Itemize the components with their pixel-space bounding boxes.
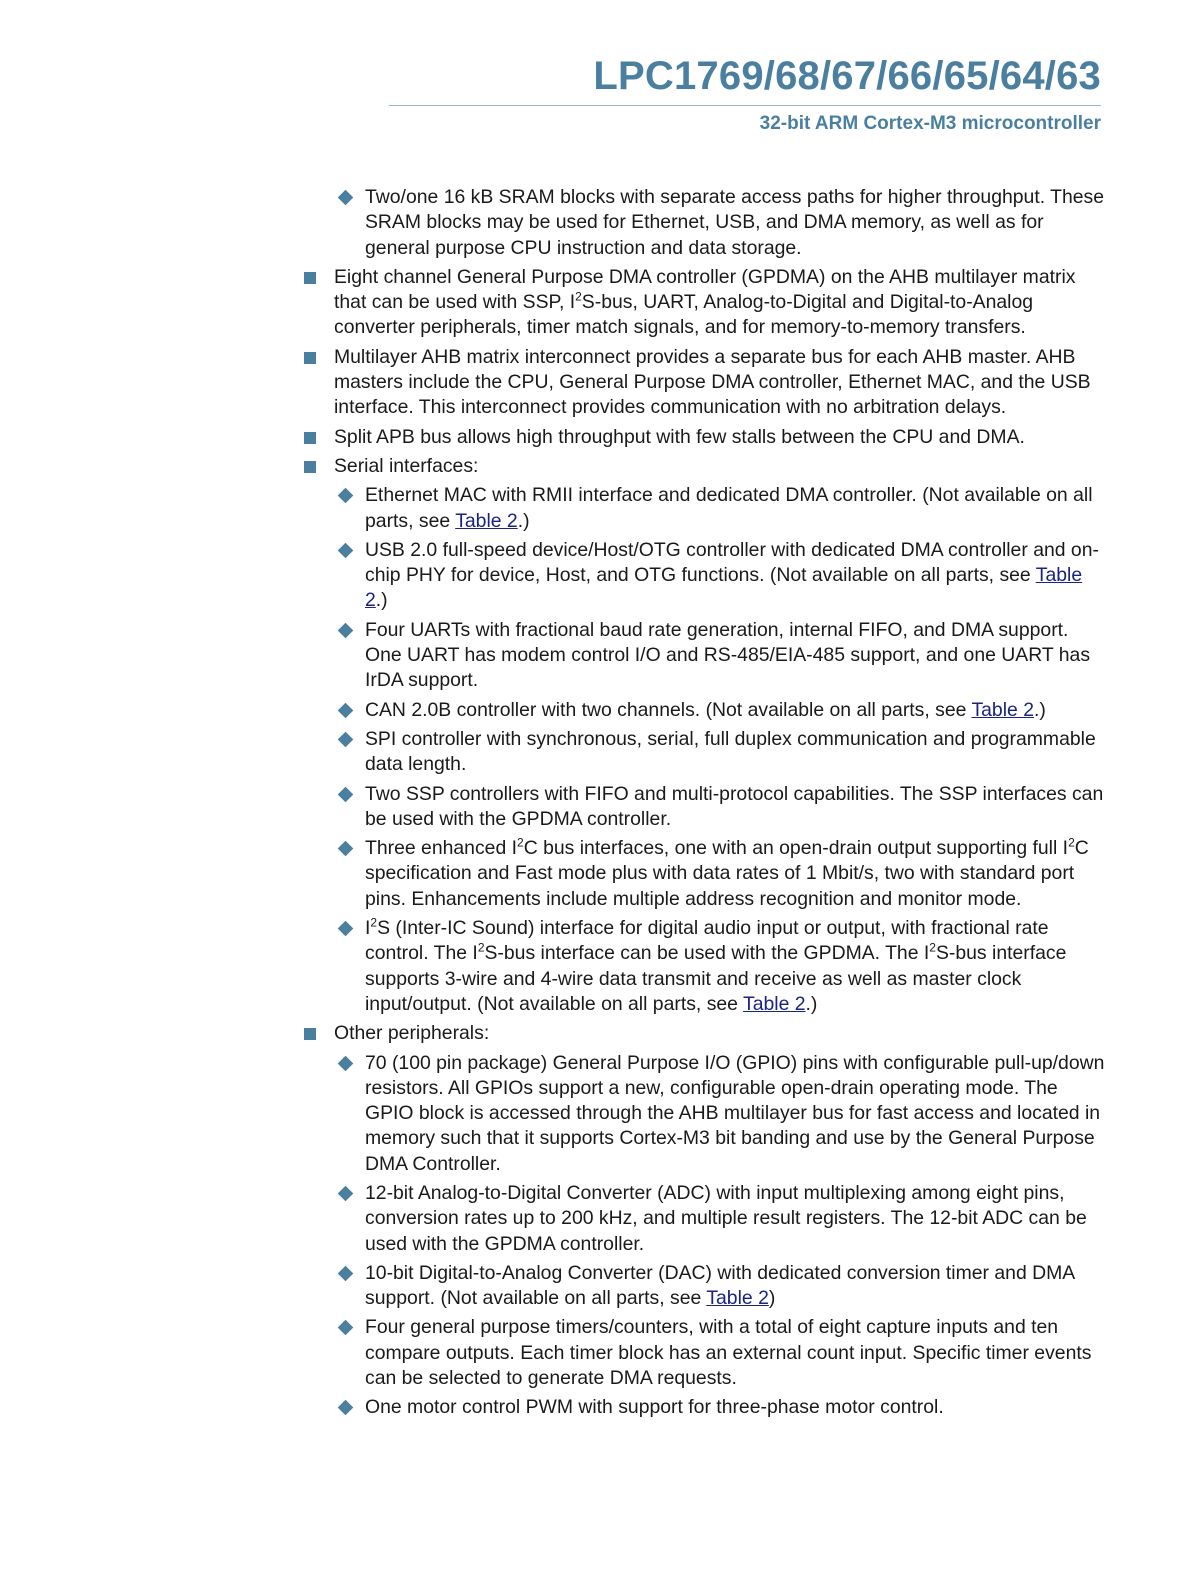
list-item-usb: USB 2.0 full-speed device/Host/OTG controller with dedicated DMA controller and on-chip PHY for device, Host, and OTG functions. (Not available on all parts, see Table 2.): [300, 538, 1106, 614]
list-item-can: CAN 2.0B controller with two channels. (Not available on all parts, see Table 2.): [300, 698, 1106, 723]
square-bullet-icon: [304, 272, 316, 284]
diamond-bullet-icon: [338, 1266, 354, 1282]
list-item-i2c: Three enhanced $I^2C$ bus interfaces, one with an open-drain output supporting full $I^2C$ specification and Fast mode plus with data rates of 1 Mbit/s, two with standard port pins. Enhancements include multiple address recognition and monitor mode.: [300, 836, 1106, 912]
square-bullet-icon: [304, 461, 316, 473]
feature-list: [300, 185, 1106, 1425]
document-subtitle: 32-bit ARM Cortex-M3 microcontroller: [759, 113, 1101, 134]
diamond-bullet-icon: [338, 1400, 354, 1416]
table-2-link[interactable]: Table 2: [365, 564, 1083, 612]
list-item-adc: 12-bit Analog-to-Digital Converter (ADC) with input multiplexing among eight pins, conversion rates up to 200 kHz, and multiple result registers. The 12-bit ADC can be used with the GPDMA controller.: [300, 1181, 1106, 1257]
diamond-bullet-icon: [338, 732, 354, 748]
list-item-serial-interfaces: Serial interfaces:: [300, 454, 1106, 479]
list-item-i2s: $I^2S$ (Inter-IC Sound) interface for digital audio input or output, with fractional rate control. The $I^2S$-bus interface can be used with the GPDMA. The $I^2S$-bus interface supports 3-wire and 4-wire data transmit and receive as well as master clock input/output. (Not available on all parts, see Table 2.): [300, 916, 1106, 1017]
list-item-ethernet: Ethernet MAC with RMII interface and dedicated DMA controller. (Not available on all parts, see Table 2.): [300, 483, 1106, 534]
list-item-gpdma: Eight channel General Purpose DMA controller (GPDMA) on the AHB multilayer matrix that can be used with SSP, $I^2S$-bus, UART, Analog-to-Digital and Digital-to-Analog converter peripherals, timer match signals, and for memory-to-memory transfers.: [300, 265, 1106, 341]
diamond-bullet-icon: [338, 921, 354, 937]
table-2-link[interactable]: Table 2: [971, 698, 1034, 721]
list-item-pwm: One motor control PWM with support for three-phase motor control.: [300, 1395, 1106, 1420]
square-bullet-icon: [304, 352, 316, 364]
header-divider: [389, 105, 1101, 106]
list-item-other-peripherals: Other peripherals:: [300, 1021, 1106, 1046]
list-item-dac: 10-bit Digital-to-Analog Converter (DAC) with dedicated conversion timer and DMA support. (Not available on all parts, see Table 2): [300, 1261, 1106, 1312]
list-item-gpio: 70 (100 pin package) General Purpose I/O (GPIO) pins with configurable pull-up/down resistors. All GPIOs support a new, configurable open-drain operating mode. The GPIO block is accessed through the AHB multilayer bus for fast access and located in memory such that it supports Cortex-M3 bit banding and use by the General Purpose DMA Controller.: [300, 1051, 1106, 1177]
table-2-link[interactable]: Table 2: [455, 509, 518, 532]
diamond-bullet-icon: [338, 1186, 354, 1202]
list-item-sram: Two/one 16 kB SRAM blocks with separate access paths for higher throughput. These SRAM blocks may be used for Ethernet, USB, and DMA memory, as well as for general purpose CPU instruction and data storage.: [300, 185, 1106, 261]
page-header: [389, 52, 1101, 136]
table-2-link[interactable]: Table 2: [743, 992, 806, 1015]
diamond-bullet-icon: [338, 786, 354, 802]
diamond-bullet-icon: [338, 841, 354, 857]
list-item-spi: SPI controller with synchronous, serial, full duplex communication and programmable data length.: [300, 727, 1106, 778]
diamond-bullet-icon: [338, 190, 354, 206]
diamond-bullet-icon: [338, 1055, 354, 1071]
square-bullet-icon: [304, 432, 316, 444]
diamond-bullet-icon: [338, 543, 354, 559]
table-2-link[interactable]: Table 2: [706, 1287, 769, 1310]
list-item-ahb-matrix: Multilayer AHB matrix interconnect provides a separate bus for each AHB master. AHB masters include the CPU, General Purpose DMA controller, Ethernet MAC, and the USB interface. This interconnect provides communication with no arbitration delays.: [300, 345, 1106, 421]
diamond-bullet-icon: [338, 622, 354, 638]
list-item-uart: Four UARTs with fractional baud rate generation, internal FIFO, and DMA support. One UART has modem control I/O and RS-485/EIA-485 support, and one UART has IrDA support.: [300, 618, 1106, 694]
diamond-bullet-icon: [338, 1320, 354, 1336]
list-item-timers: Four general purpose timers/counters, with a total of eight capture inputs and ten compare outputs. Each timer block has an external count input. Specific timer events can be selected to generate DMA requests.: [300, 1315, 1106, 1391]
document-title: LPC1769/68/67/66/65/64/63: [593, 54, 1101, 98]
diamond-bullet-icon: [338, 702, 354, 718]
square-bullet-icon: [304, 1028, 316, 1040]
list-item-apb-bus: Split APB bus allows high throughput with few stalls between the CPU and DMA.: [300, 425, 1106, 450]
list-item-ssp: Two SSP controllers with FIFO and multi-protocol capabilities. The SSP interfaces can be used with the GPDMA controller.: [300, 782, 1106, 833]
diamond-bullet-icon: [338, 488, 354, 504]
